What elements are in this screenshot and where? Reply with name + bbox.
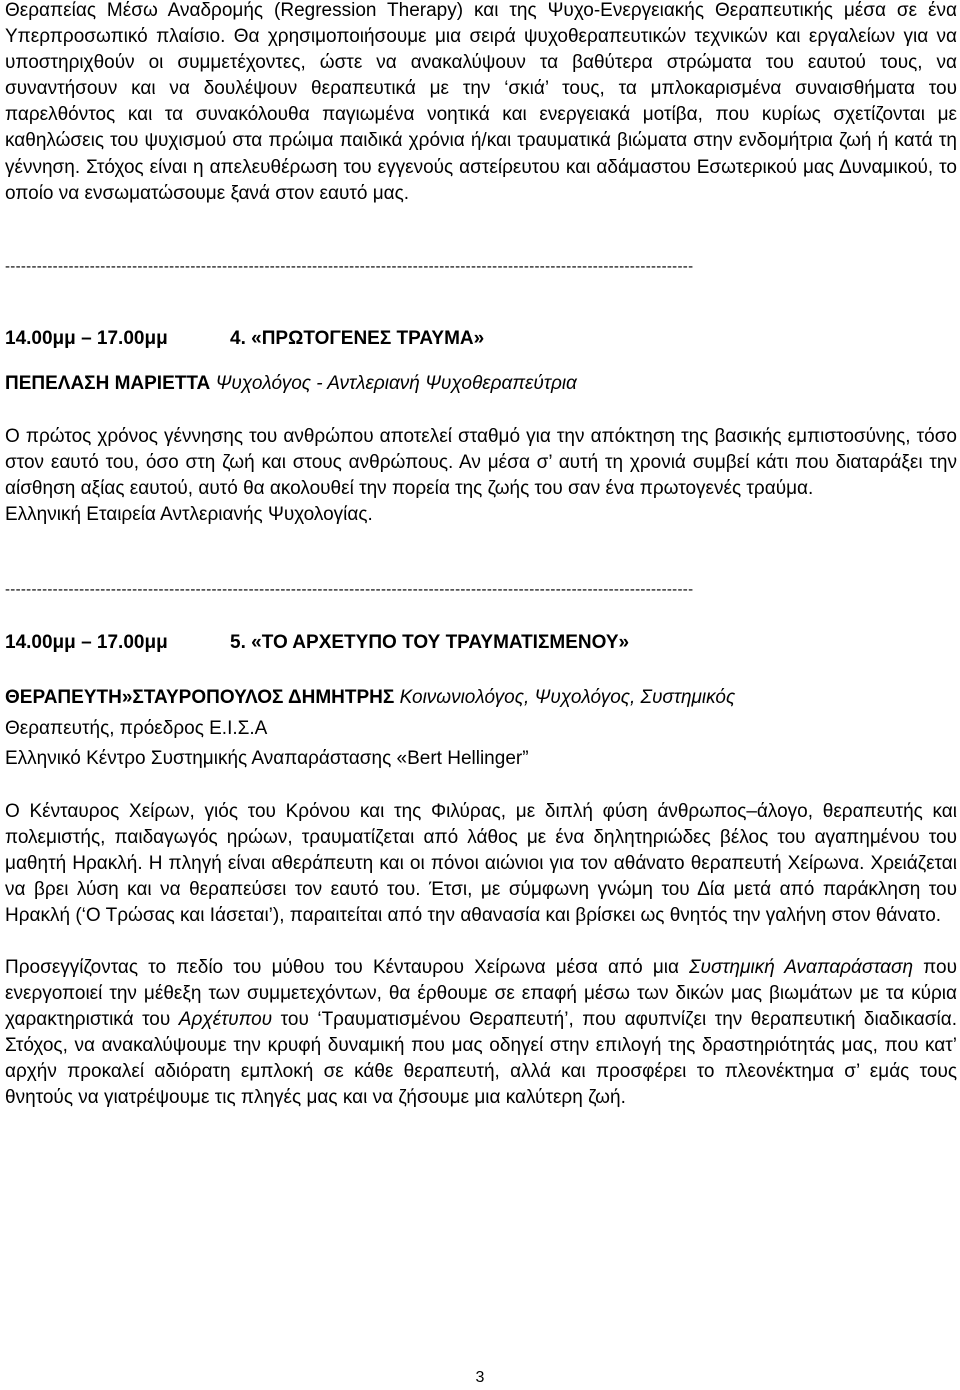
session-4-speaker: [5, 371, 957, 397]
session-5-speaker-name: ΘΕΡΑΠΕΥΤΗ»ΣΤΑΥΡΟΠΟΥΛΟΣ ΔΗΜΗΤΡΗΣ: [5, 687, 395, 708]
session-4-time: 14.00μμ – 17.00μμ: [5, 328, 168, 349]
session-5-org: Ελληνικό Κέντρο Συστημικής Αναπαράστασης «Bert Hellinger”: [5, 748, 529, 769]
separator-line: ----------------------------------------------------------------------------------------------------------------------------------: [5, 581, 694, 598]
session-5-heading: [5, 630, 629, 656]
session-4-heading: [5, 326, 484, 352]
session-4-speaker-role: Ψυχολόγος - Αντλεριανή Ψυχοθεραπεύτρια: [215, 373, 577, 394]
session-5-body-2-part-a: Προσεγγίζοντας το πεδίο του μύθου του Κένταυρου Χείρωνα μέσα από μια: [5, 957, 690, 978]
session-4-title: 4. «ΠΡΩΤΟΓΕΝΕΣ ΤΡΑΥΜΑ»: [230, 328, 485, 349]
session-5-body-2-emphasis-2: Αρχέτυπου: [178, 1009, 273, 1030]
session-4-description: [5, 424, 957, 528]
page-number: 3: [475, 1369, 485, 1386]
session-5-body-1: Ο Κένταυρος Χείρων, γιός του Κρόνου και της Φιλύρας, με διπλή φύση άνθρωπος–άλογο, θεραπευτής και πολεμιστής, παιδαγωγός ηρώων, τραυματίζεται από λάθος με ένα δηλητηριώδες βέλος του αγαπημένου του μαθητή Ηρακλή. Η πληγή είναι αθεράπευτη και οι πόνοι αιώνιοι για τον αθάνατο θεραπευτή Χείρωνα. Χρειάζεται να βρει λύση και να θεραπεύσει τον εαυτό του. Έτσι, με σύμφωνη γνώμη του Δία μετά από παράκληση του Ηρακλή (‘Ο Τρώσας και Ιάσεται’), παραιτείται από την αθανασία και βρίσκει ως θνητός την γαλήνη στον θάνατο.: [5, 801, 957, 926]
session-5-speaker-role: Κοινωνιολόγος, Ψυχολόγος, Συστημικός: [399, 687, 736, 708]
session-5-time: 14.00μμ – 17.00μμ: [5, 632, 168, 653]
session-5-body-2-part-c: του ‘Τραυματισμένου Θεραπευτή’, που αφυπνίζει την θεραπευτική διαδικασία. Στόχος, να ανακαλύψουμε την κρυφή δυναμική που μας οδηγεί στην επιλογή της δραστηριότητάς μας, που κατ’ αρχήν προκαλεί αδιόρατη εμπλοκή σε κάθε θεραπευτή, αλλά και προσφέρει το πλεονέκτημα σ’ εμάς τους θνητούς να γιατρέψουμε τις πληγές μας και να ζήσουμε μια καλύτερη ζωή.: [5, 1009, 957, 1108]
session-5-title: 5. «ΤΟ ΑΡΧΕΤΥΠΟ ΤΟΥ ΤΡΑΥΜΑΤΙΣΜΕΝΟΥ»: [230, 632, 630, 653]
session-4-body: Ο πρώτος χρόνος γέννησης του ανθρώπου αποτελεί σταθμό για την απόκτηση της βασικής εμπιστοσύνης, τόσο στον εαυτό του, όσο στη ζωή και στους ανθρώπους. Αν μέσα σ’ αυτή τη χρονιά συμβεί κάτι που διαταράξει την αίσθηση αξίας εαυτού, αυτό θα ακολουθεί την πορεία της ζωής του σαν ένα πρωτογενές τραύμα.: [5, 426, 957, 499]
session-4-org: Ελληνική Εταιρεία Αντλεριανής Ψυχολογίας.: [5, 504, 373, 525]
intro-paragraph: Θεραπείας Μέσω Αναδρομής (Regression Therapy) και της Ψυχο-Ενεργειακής Θεραπευτικής μέσα σε ένα Υπερπροσωπικό πλαίσιο. Θα χρησιμοποιήσουμε μια σειρά ψυχοθεραπευτικών τεχνικών και εργαλείων για να υποστηριχθούν οι συμμετέχοντες, ώστε να ανακαλύψουν τα βαθύτερα στρώματα του εαυτού τους, να συναντήσουν και να δουλέψουν θεραπευτικά με την ‘σκιά’ τους, τα μπλοκαρισμένα συναισθήματα του παρελθόντος και τα συνακόλουθα παγιωμένα νοητικά και ενεργειακά μοτίβα, που κυρίως σχετίζονται με καθηλώσεις του ψυχισμού στα πρώιμα παιδικά χρόνια ή/και τραυματικά βιώματα στην ενδομήτρια ζωή ή κατά τη γέννηση. Στόχος είναι η απελευθέρωση του εγγενούς αστείρευτου και αδάμαστου Εσωτερικού μας Δυναμικού, το οποίο να ενσωματώσουμε ξανά στον εαυτό μας.: [5, 0, 957, 204]
session-5-speaker-role-cont: Θεραπευτής, πρόεδρος Ε.Ι.Σ.Α: [5, 718, 268, 739]
session-5-body-2: [5, 955, 957, 1111]
session-5-body-2-part-b: που ενεργοποιεί την μέθεξη των συμμετεχόντων, θα έρθουμε σε επαφή μέσω των δικών μας βιωμάτων με τα κύρια χαρακτηριστικά του: [5, 957, 957, 1030]
separator-line: ----------------------------------------------------------------------------------------------------------------------------------: [5, 258, 694, 275]
session-5-speaker: [5, 685, 957, 711]
session-4-speaker-name: ΠΕΠΕΛΑΣΗ ΜΑΡΙΕΤΤΑ: [5, 373, 211, 394]
session-5-body-2-emphasis-1: Συστημική Αναπαράσταση: [689, 957, 914, 978]
